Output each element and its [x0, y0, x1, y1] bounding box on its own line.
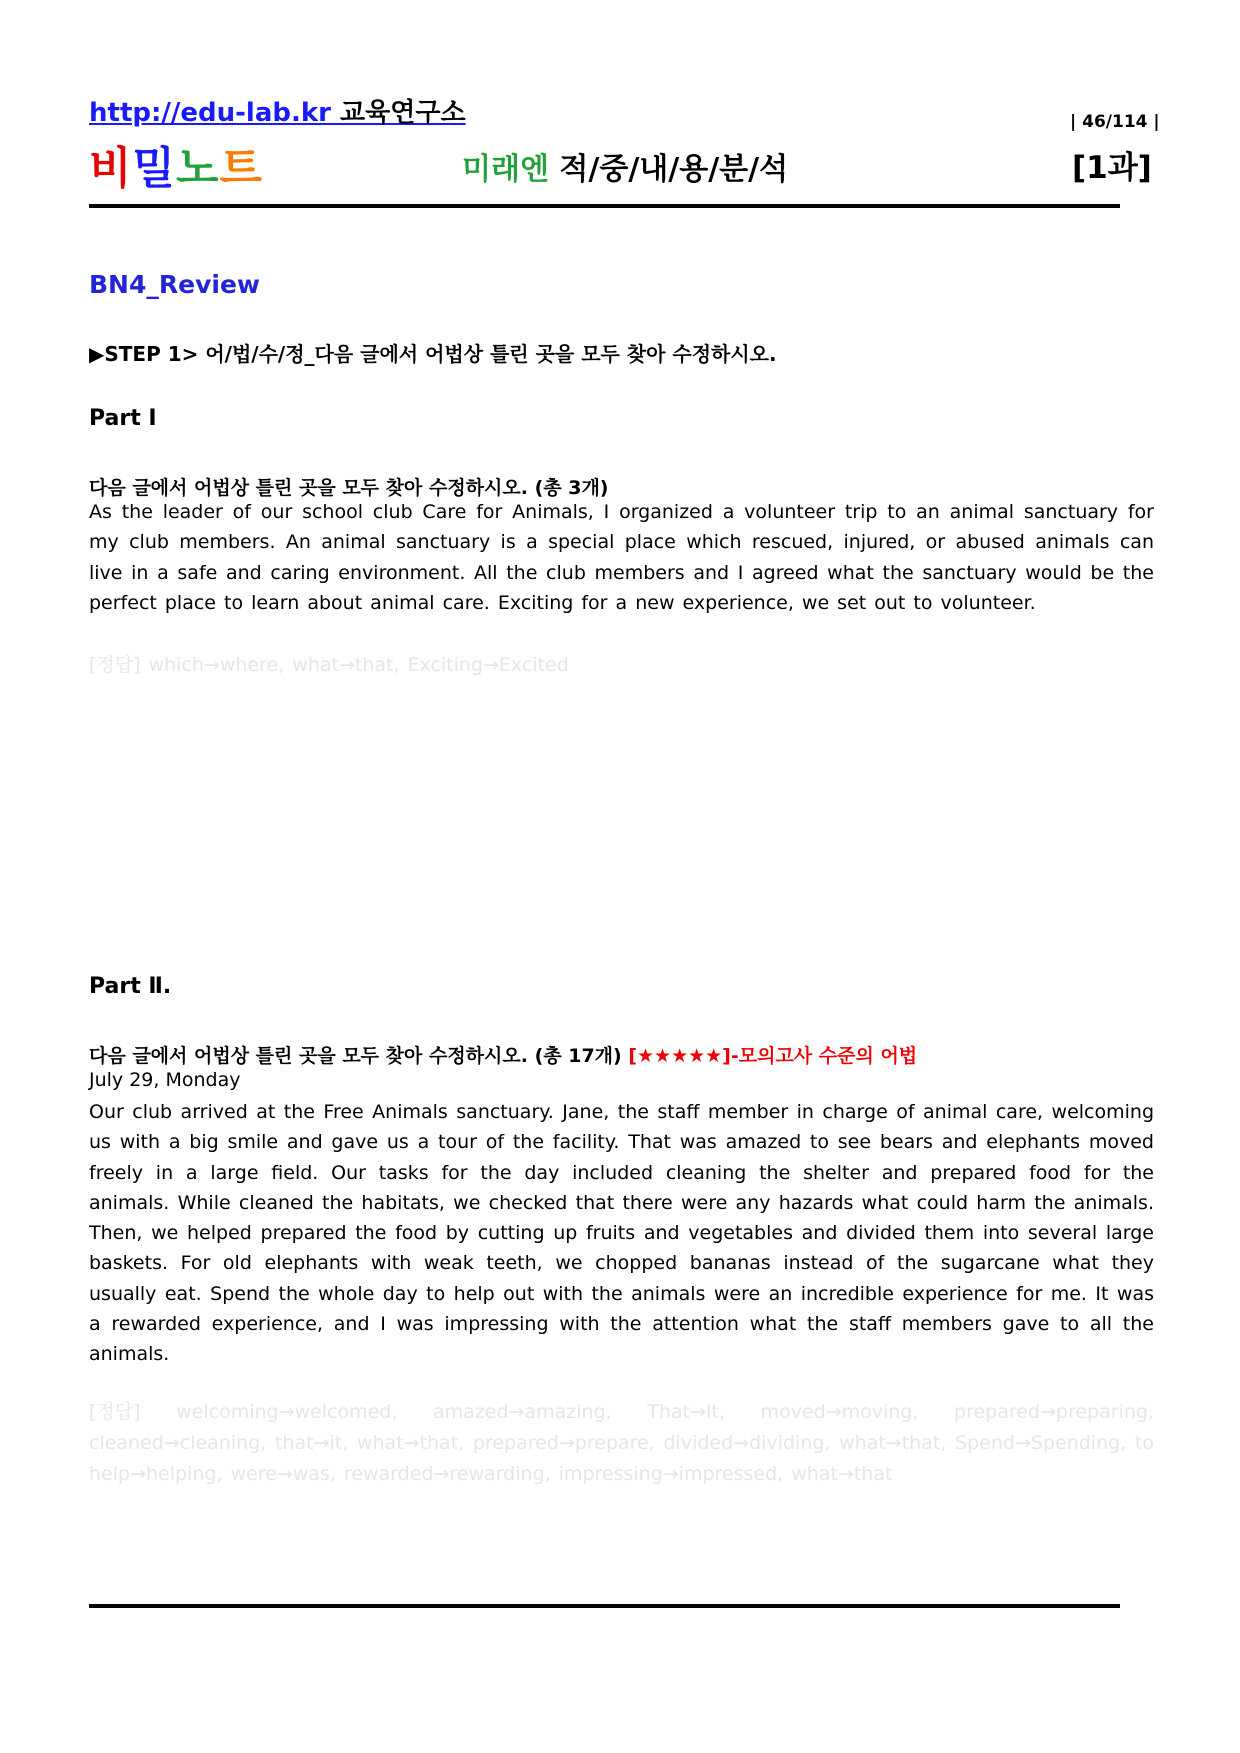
header-url-line [89, 92, 466, 129]
lesson-label: [1과] [1072, 150, 1152, 186]
page-counter: | 46/114 | [1070, 112, 1160, 132]
footer-divider [89, 1604, 1120, 1608]
institute-name: 교육연구소 [340, 98, 466, 128]
section-title: BN4_Review [89, 270, 260, 299]
step-instruction: ▶STEP 1> 어/법/수/정_다음 글에서 어법상 틀린 곳을 모두 찾아 수정하시오. [89, 342, 777, 366]
site-link[interactable]: http://edu-lab.kr [89, 98, 331, 128]
part-1-passage: As the leader of our school club Care for Animals, I organized a volunteer trip to an animal sanctuary for my club members. An animal sanctuary is a special place which rescued, injured, or abused animals can live in a safe and caring environment. All the club members and I agreed what the sanctuary would be the perfect place to learn about animal care. Exciting for a new experience, we set out to volunteer. [89, 501, 1154, 614]
part-1-question: 다음 글에서 어법상 틀린 곳을 모두 찾아 수정하시오. (총 3개) [89, 477, 609, 499]
part-1-label: Part Ⅰ [89, 406, 157, 431]
document-title: 적/중/내/용/분/석 [559, 152, 789, 187]
part-2-question-text: 다음 글에서 어법상 틀린 곳을 모두 찾아 수정하시오. (총 17개) [89, 1045, 622, 1067]
publisher-name: 미래엔 [462, 152, 549, 187]
part-2-passage: Our club arrived at the Free Animals sanctuary. Jane, the staff member in charge of animal care, welcoming us with a big smile and gave us a tour of the facility. That was amazed to see bears and elephants moved freely in a large field. Our tasks for the day included cleaning the shelter and prepared food for the animals. While cleaned the habitats, we checked that there were any hazards what could harm the animals. Then, we helped prepared the food by cutting up fruits and vegetables and divided them into several large baskets. For old elephants with weak teeth, we chopped bananas instead of the sugarcane what they usually eat. Spend the whole day to help out with the animals were an incredible experience for me. It was a rewarded experience, and I was impressing with the attention what the staff members gave to all the animals. [89, 1101, 1154, 1366]
diary-date: July 29, Monday [89, 1069, 241, 1091]
part-2-question [89, 1041, 917, 1068]
difficulty-note: [★★★★★]-모의고사 수준의 어법 [628, 1045, 918, 1067]
header-divider [89, 204, 1120, 208]
part-2-label: Part Ⅱ. [89, 974, 172, 999]
part-2-answer: [정답] welcoming→welcomed, amazed→amazing, That→It, moved→moving, prepared→preparing, cleaned→cleaning, that→it, what→that, prepared→prepare, divided→dividing, what→that, Spend→Spending, to help→helping, were→was, rewarded→rewarding, impressing→impressed, what→that [89, 1401, 1154, 1485]
header-title [462, 144, 788, 188]
brand-logo: 비밀노트 [89, 143, 264, 194]
part-1-answer: [정답] which→where, what→that, Exciting→Excited [89, 654, 569, 676]
